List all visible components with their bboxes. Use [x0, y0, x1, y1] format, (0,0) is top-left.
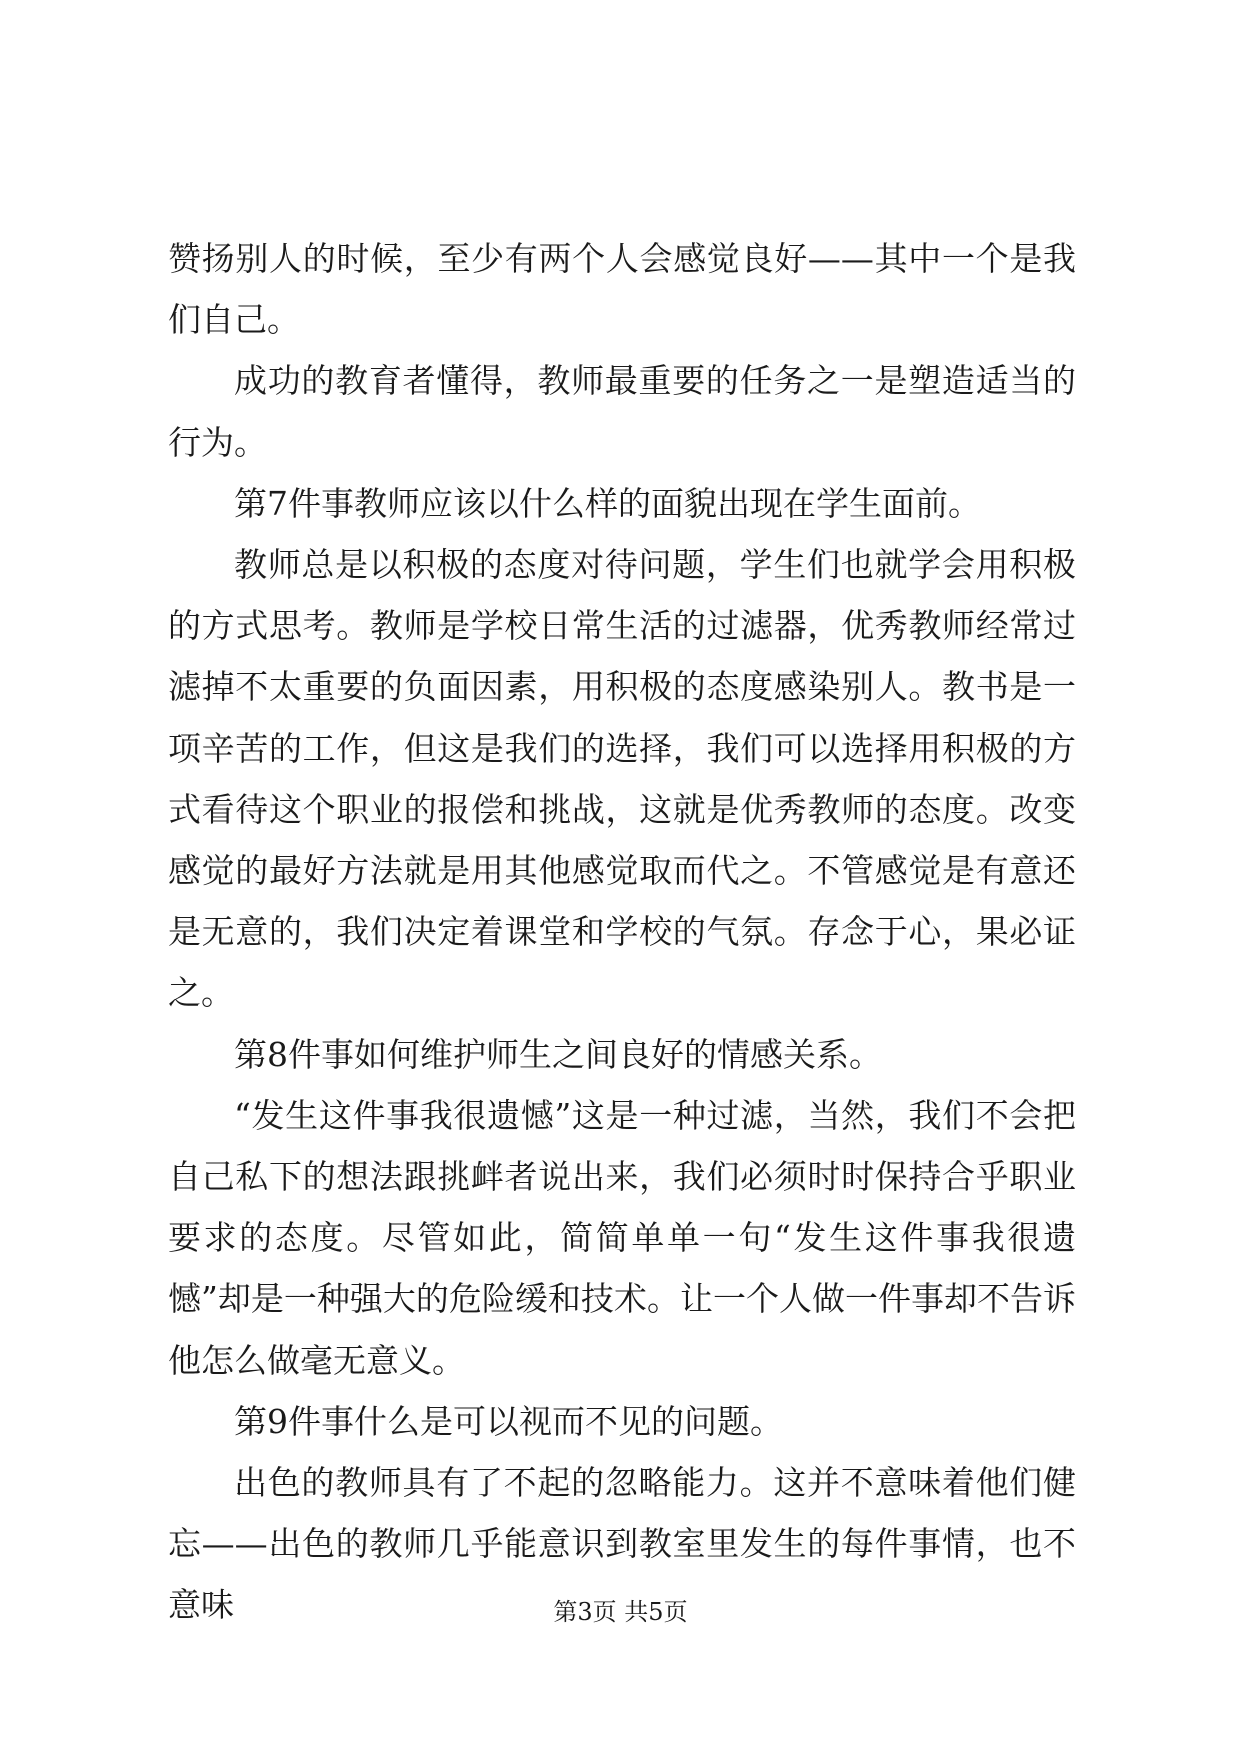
heading-item-7: 第7件事教师应该以什么样的面貌出现在学生面前。 [234, 483, 981, 523]
paragraph-praise: 赞扬别人的时候，至少有两个人会感觉良好——其中一个是我们自己。 [168, 239, 1076, 340]
page-number-footer: 第3页 共5页 [553, 1598, 688, 1626]
paragraph-regret-filter: “发生这件事我很遗憾”这是一种过滤，当然，我们不会把自己私下的想法跟挑衅者说出来，我们必须时时保持合乎职业要求的态度。尽管如此，简简单单一句“发生这件事我很遗憾”却是一种强大的危险缓和技术。让一个人做一件事却不告诉他怎么做毫无意义。 [168, 1095, 1076, 1380]
paragraph-successful-educator: 成功的教育者懂得，教师最重要的任务之一是塑造适当的行为。 [168, 361, 1076, 462]
heading-item-8: 第8件事如何维护师生之间良好的情感关系。 [234, 1034, 882, 1074]
heading-item-9: 第9件事什么是可以视而不见的问题。 [234, 1401, 783, 1441]
paragraph-ignore-ability: 出色的教师具有了不起的忽略能力。这并不意味着他们健忘——出色的教师几乎能意识到教室里发生的每件事情，也不意味 [168, 1463, 1076, 1625]
paragraph-positive-attitude: 教师总是以积极的态度对待问题，学生们也就学会用积极的方式思考。教师是学校日常生活的过滤器，优秀教师经常过滤掉不太重要的负面因素，用积极的态度感染别人。教书是一项辛苦的工作，但这是我们的选择，我们可以选择用积极的方式看待这个职业的报偿和挑战，这就是优秀教师的态度。改变感觉的最好方法就是用其他感觉取而代之。不管感觉是有意还是无意的，我们决定着课堂和学校的气氛。存念于心，果必证之。 [168, 545, 1076, 1013]
document-body [168, 228, 1076, 1636]
